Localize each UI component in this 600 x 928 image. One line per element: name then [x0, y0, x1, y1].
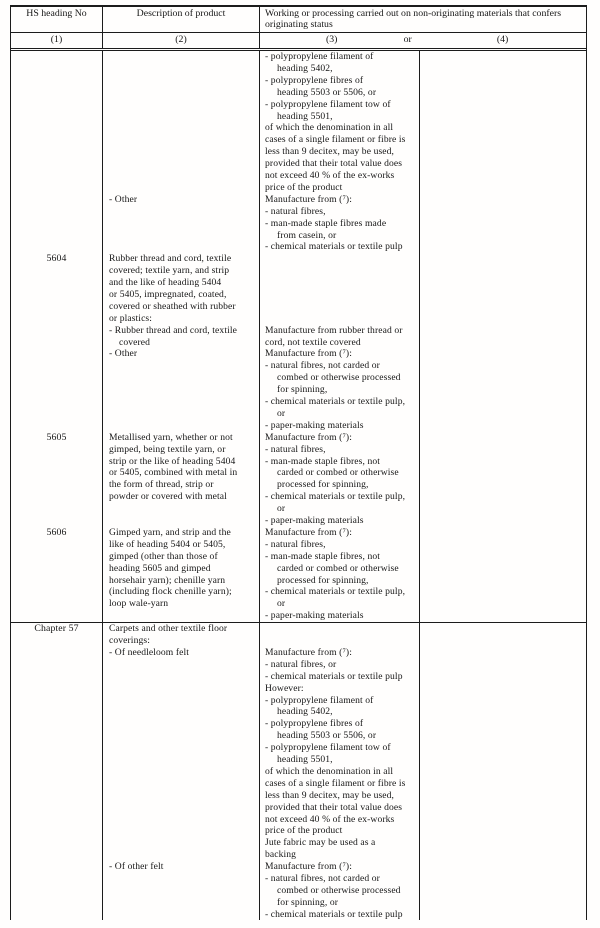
text-line: 5604	[46, 253, 67, 265]
text-line: - paper-making materials	[265, 610, 364, 622]
residual-rule-cell	[420, 51, 586, 253]
header-hs-heading: HS heading No	[11, 7, 103, 32]
text-line: covered or sheathed with rubber	[109, 300, 236, 312]
text-line: - paper-making materials	[265, 419, 364, 431]
description-cell	[103, 253, 260, 432]
table-row	[11, 253, 586, 432]
text-line: heading 5501,	[277, 754, 333, 766]
text-line: - natural fibres, or	[265, 658, 337, 670]
column-number-1: (1)	[11, 33, 103, 48]
text-line: loop wale-yarn	[109, 598, 169, 610]
text-line: processed for spinning,	[277, 479, 369, 491]
text-line: for spinning, or	[277, 896, 339, 908]
text-line: Metallised yarn, whether or not	[109, 431, 233, 443]
hs-cell	[11, 623, 103, 920]
text-line: heading 5605 and gimped	[109, 562, 211, 574]
text-line: or	[277, 407, 286, 419]
text-line: Manufacture from (⁷):	[265, 861, 352, 873]
text-line: or 5405, combined with metal in	[109, 467, 238, 479]
text-line: - paper-making materials	[265, 515, 364, 527]
column-number-3: (3)	[326, 34, 338, 45]
text-line: coverings:	[109, 635, 150, 647]
table-row	[11, 622, 586, 920]
text-line: - Of needleloom felt	[109, 646, 190, 658]
text-line: - man-made staple fibres, not	[265, 455, 381, 467]
text-line: cases of a single filament or fibre is	[265, 134, 406, 146]
table-body	[11, 51, 586, 920]
text-line: - natural fibres, not carded or	[265, 360, 380, 372]
text-line: - Other	[109, 348, 138, 360]
text-line: heading 5501,	[277, 110, 333, 122]
residual-rule-cell	[420, 253, 586, 432]
text-line: the form of thread, strip or	[109, 479, 214, 491]
text-line: - chemical materials or textile pulp	[265, 241, 403, 253]
text-line: Rubber thread and cord, textile	[109, 253, 232, 265]
text-line: horsehair yarn); chenille yarn	[109, 574, 226, 586]
or-label: or	[403, 34, 412, 45]
rule-cell	[260, 527, 420, 622]
text-line: Jute fabric may be used as a	[265, 837, 376, 849]
column-number-4: (4)	[496, 34, 509, 45]
text-line: less than 9 decitex, may be used,	[265, 789, 395, 801]
text-line: combed or otherwise processed	[277, 372, 401, 384]
text-line: for spinning,	[277, 384, 328, 396]
description-cell	[103, 623, 260, 920]
text-line: or plastics:	[109, 312, 153, 324]
text-line: of which the denomination in all	[265, 765, 394, 777]
text-line: price of the product	[265, 181, 343, 193]
residual-rule-cell	[420, 623, 586, 920]
text-line: Manufacture from (⁷):	[265, 646, 352, 658]
text-line: provided that their total value does	[265, 801, 403, 813]
text-line: price of the product	[265, 825, 343, 837]
text-line: Manufacture from (⁷):	[265, 526, 352, 538]
text-line: combed or otherwise processed	[277, 884, 401, 896]
header-working-processing: Working or processing carried out on non-originating materials that confers originating status	[265, 8, 562, 30]
hs-cell	[11, 253, 103, 432]
text-line: covered	[119, 336, 151, 348]
text-line: - man-made staple fibres made	[265, 217, 387, 229]
text-line: Carpets and other textile floor	[109, 623, 228, 635]
text-line: - polypropylene filament tow of	[265, 742, 391, 754]
text-line: - natural fibres,	[265, 443, 326, 455]
text-line: strip or the like of heading 5404	[109, 455, 236, 467]
text-line: - Rubber thread and cord, textile	[109, 324, 237, 336]
text-line: like of heading 5404 or 5405,	[109, 538, 226, 550]
table-row	[11, 432, 586, 527]
text-line: heading 5402,	[277, 706, 333, 718]
text-line: - polypropylene filament of	[265, 694, 374, 706]
text-line: and the like of heading 5404	[109, 277, 222, 289]
text-line: - chemical materials or textile pulp,	[265, 491, 406, 503]
text-line: from casein, or	[277, 229, 337, 241]
text-line: However:	[265, 682, 304, 694]
text-line: Gimped yarn, and strip and the	[109, 526, 231, 538]
text-line: - polypropylene fibres of	[265, 74, 364, 86]
text-line: cord, not textile covered	[265, 336, 361, 348]
text-line: (including flock chenille yarn);	[109, 586, 232, 598]
text-line: of which the denomination in all	[265, 122, 394, 134]
text-line: 5606	[46, 526, 67, 538]
table-header-row	[11, 7, 586, 33]
text-line: - polypropylene filament of	[265, 51, 374, 62]
hs-cell	[11, 527, 103, 622]
text-line: Chapter 57	[34, 623, 79, 635]
rule-cell	[260, 253, 420, 432]
text-line: 5605	[46, 431, 67, 443]
text-line: - man-made staple fibres, not	[265, 550, 381, 562]
rules-of-origin-table	[10, 5, 587, 920]
residual-rule-cell	[420, 527, 586, 622]
text-line: Manufacture from (⁷):	[265, 193, 352, 205]
text-line: - chemical materials or textile pulp	[265, 670, 403, 682]
text-line: - chemical materials or textile pulp,	[265, 586, 406, 598]
text-line: heading 5503 or 5506, or	[277, 730, 377, 742]
text-line: heading 5402,	[277, 62, 333, 74]
header-description: Description of product	[103, 7, 260, 32]
text-line: processed for spinning,	[277, 574, 369, 586]
hs-cell	[11, 51, 103, 253]
text-line: carded or combed or otherwise	[277, 467, 399, 479]
text-line: or	[277, 503, 286, 515]
text-line: covered; textile yarn, and strip	[109, 265, 230, 277]
text-line: - natural fibres, not carded or	[265, 873, 380, 885]
text-line: Manufacture from (⁷):	[265, 431, 352, 443]
rule-cell	[260, 623, 420, 920]
column-number-row	[11, 33, 586, 51]
text-line: carded or combed or otherwise	[277, 562, 399, 574]
column-number-3-4	[260, 33, 586, 48]
description-cell	[103, 432, 260, 527]
text-line: not exceed 40 % of the ex-works	[265, 170, 395, 181]
text-line: - natural fibres,	[265, 205, 326, 217]
text-line: cases of a single filament or fibre is	[265, 777, 406, 789]
description-cell	[103, 51, 260, 253]
residual-rule-cell	[420, 432, 586, 527]
text-line: or	[277, 598, 286, 610]
text-line: - chemical materials or textile pulp	[265, 908, 403, 920]
text-line: gimped, being textile yarn, or	[109, 443, 226, 455]
text-line: - polypropylene fibres of	[265, 718, 364, 730]
text-line: powder or covered with metal	[109, 491, 227, 503]
text-line: heading 5503 or 5506, or	[277, 86, 377, 98]
text-line: - Other	[109, 193, 138, 205]
text-line: - natural fibres,	[265, 538, 326, 550]
text-line: or 5405, impregnated, coated,	[109, 288, 227, 300]
text-line: backing	[265, 849, 297, 861]
rule-cell	[260, 51, 420, 253]
text-line: less than 9 decitex, may be used,	[265, 146, 395, 158]
text-line: gimped (other than those of	[109, 550, 218, 562]
hs-cell	[11, 432, 103, 527]
table-row	[11, 527, 586, 622]
text-line: - Of other felt	[109, 861, 164, 873]
text-line: - chemical materials or textile pulp,	[265, 396, 406, 408]
text-line: Manufacture from rubber thread or	[265, 324, 403, 336]
column-number-2: (2)	[103, 33, 260, 48]
text-line: provided that their total value does	[265, 158, 403, 170]
rule-cell	[260, 432, 420, 527]
description-cell	[103, 527, 260, 622]
text-line: Manufacture from (⁷):	[265, 348, 352, 360]
text-line: - polypropylene filament tow of	[265, 98, 391, 110]
text-line: not exceed 40 % of the ex-works	[265, 813, 395, 825]
table-row	[11, 51, 586, 253]
